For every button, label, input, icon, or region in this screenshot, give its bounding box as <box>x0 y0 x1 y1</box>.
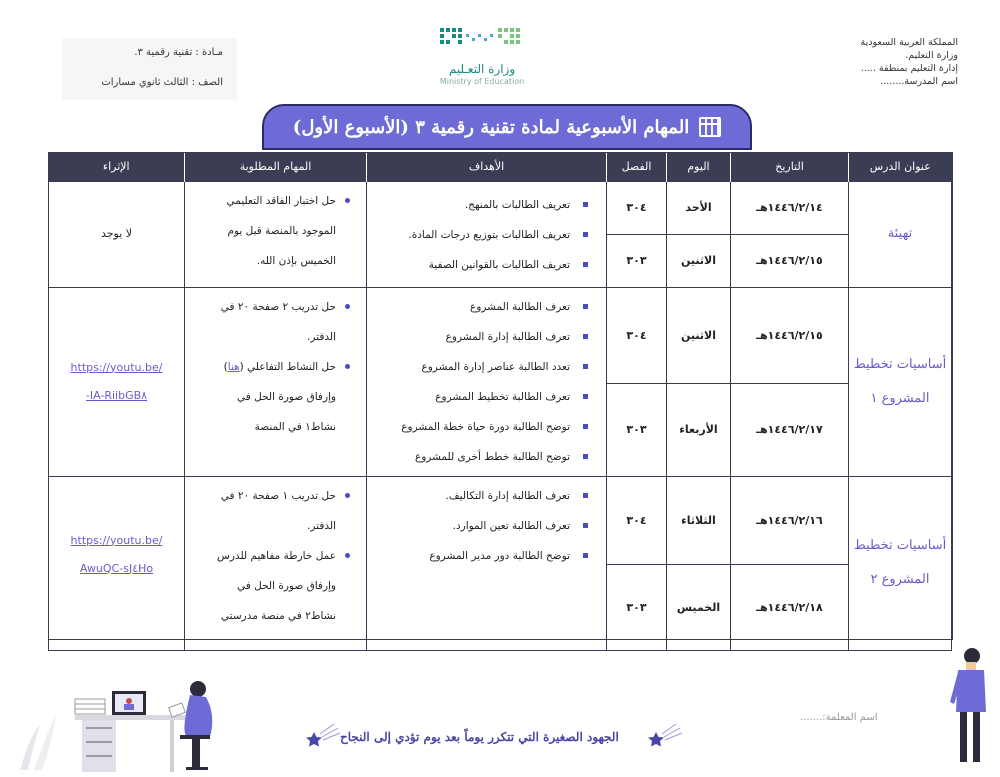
col-header-class: الفصل <box>607 153 667 181</box>
task-item-continued: نشاط١ في المنصة <box>254 420 336 433</box>
goal-item: توضح الطالبة دور مدير المشروع <box>373 541 596 571</box>
header-line-region: إدارة التعليم بمنطقة ..... <box>860 63 958 74</box>
table-row <box>49 181 952 234</box>
goal-item: توضح الطالبة خطط أخرى للمشروع <box>373 442 596 472</box>
goal-item: تعدد الطالبة عناصر إدارة المشروع <box>373 352 596 382</box>
task-item-continued: وإرفاق صورة الحل في <box>237 390 336 403</box>
goal-item: تعريف الطالبات بالقوانين الصفية <box>373 250 596 280</box>
date-cell: ١٤٤٦/٢/١٨هـ <box>731 564 849 650</box>
task-text: حل النشاط التفاعلي ( <box>239 360 336 373</box>
title-banner <box>262 104 752 150</box>
goals-cell <box>367 287 607 476</box>
logo-arabic-text: وزارة التعـليم <box>448 62 516 76</box>
task-item-continued: الدفتر. <box>307 519 336 532</box>
header-institution-block <box>808 36 958 88</box>
day-cell: الاثنين <box>667 234 731 287</box>
task-item-continued: نشاط٢ في منصة مدرستي <box>220 609 336 622</box>
task-item: حل تدريب ١ صفحة ٢٠ في <box>191 481 356 511</box>
class-cell: ٣٠٤ <box>607 476 667 564</box>
table-row <box>49 476 952 564</box>
table-row <box>49 287 952 384</box>
class-cell: ٣٠٣ <box>607 234 667 287</box>
weekly-tasks-table <box>48 152 953 640</box>
task-item-continued: الخميس بإذن الله. <box>256 254 336 267</box>
ministry-logo <box>412 24 552 96</box>
date-cell: ١٤٤٦/٢/١٥هـ <box>731 287 849 384</box>
header-line-country: المملكة العربية السعودية <box>860 37 958 48</box>
goal-item: تعرف الطالبة تعين الموارد. <box>373 511 596 541</box>
enrichment-cell <box>49 287 185 476</box>
star-icon <box>646 722 686 748</box>
enrichment-cell <box>49 476 185 650</box>
lesson-title: أساسيات تخطيط المشروع ١ <box>849 287 952 476</box>
date-cell: ١٤٤٦/٢/١٤هـ <box>731 181 849 234</box>
task-item-continued: وإرفاق صورة الحل في <box>237 579 336 592</box>
goals-cell <box>367 476 607 650</box>
col-header-lesson: عنوان الدرس <box>849 153 952 181</box>
goal-item: تعرف الطالبة إدارة التكاليف. <box>373 481 596 511</box>
teacher-name-field: اسم المعلمة:....... <box>800 712 878 723</box>
tasks-cell <box>185 476 367 650</box>
desk-illustration <box>20 675 230 775</box>
page-title: المهام الأسبوعية لمادة تقنية رقمية ٣ (الأسبوع الأول) <box>292 116 690 138</box>
task-item: حل تدريب ٢ صفحة ٢٠ في <box>191 292 356 322</box>
date-cell: ١٤٤٦/٢/١٥هـ <box>731 234 849 287</box>
col-header-tasks: المهام المطلوبة <box>185 153 367 181</box>
goal-item: توضح الطالبة دورة حياة خطة المشروع <box>373 412 596 442</box>
enrichment-link-continued[interactable]: -IA-RiibGB٨ <box>85 388 148 402</box>
calendar-icon <box>699 117 721 137</box>
class-cell: ٣٠٣ <box>607 384 667 476</box>
task-item <box>191 352 356 382</box>
col-header-enrichment: الإثراء <box>49 153 185 181</box>
logo-dots-icon <box>436 24 528 52</box>
lesson-title: أساسيات تخطيط المشروع ٢ <box>849 476 952 650</box>
date-cell: ١٤٤٦/٢/١٦هـ <box>731 476 849 564</box>
person-illustration <box>940 642 990 767</box>
class-cell: ٣٠٤ <box>607 181 667 234</box>
day-cell: الثلاثاء <box>667 476 731 564</box>
tasks-cell <box>185 181 367 287</box>
col-header-date: التاريخ <box>731 153 849 181</box>
goal-item: تعريف الطالبات بتوزيع درجات المادة. <box>373 220 596 250</box>
goal-item: تعريف الطالبات بالمنهج. <box>373 190 596 220</box>
task-text: ) <box>223 360 228 373</box>
subject-label: مـادة : تقنية رقمية ٣. <box>134 47 223 58</box>
date-cell: ١٤٤٦/٢/١٧هـ <box>731 384 849 476</box>
task-item-continued: الدفتر. <box>307 330 336 343</box>
table-header-row <box>49 153 952 181</box>
col-header-day: اليوم <box>667 153 731 181</box>
day-cell: الاثنين <box>667 287 731 384</box>
day-cell: الأربعاء <box>667 384 731 476</box>
header-line-school: اسم المدرسة........ <box>880 76 958 87</box>
col-header-goals: الأهداف <box>367 153 607 181</box>
goal-item: تعرف الطالبة إدارة المشروع <box>373 322 596 352</box>
grade-label: الصف : الثالث ثانوي مسارات <box>101 77 223 88</box>
header-line-ministry: وزارة التعليم. <box>905 50 958 61</box>
goal-item: تعرف الطالبة تخطيط المشروع <box>373 382 596 412</box>
lesson-title: تهيئة <box>849 181 952 287</box>
class-cell: ٣٠٣ <box>607 564 667 650</box>
interactive-activity-link[interactable]: هنا <box>227 360 240 373</box>
tasks-cell <box>185 287 367 476</box>
day-cell: الأحد <box>667 181 731 234</box>
task-item: عمل خارطة مفاهيم للدرس <box>191 541 356 571</box>
goal-item: تعرف الطالبة المشروع <box>373 292 596 322</box>
enrichment-link[interactable]: https://youtu.be/ <box>70 533 163 547</box>
enrichment-cell: لا يوجد <box>49 181 185 287</box>
motto-text: الجهود الصغيرة التي تتكرر يوماً بعد يوم تؤدي إلى النجاح <box>340 730 619 744</box>
enrichment-link[interactable]: https://youtu.be/ <box>70 360 163 374</box>
logo-english-text: Ministry of Education <box>439 77 525 86</box>
task-item: حل اختبار الفاقد التعليمي <box>191 186 356 216</box>
enrichment-link-continued[interactable]: AwuQC-sJ٤Ho <box>79 561 154 575</box>
day-cell: الخميس <box>667 564 731 650</box>
goals-cell <box>367 181 607 287</box>
class-cell: ٣٠٤ <box>607 287 667 384</box>
header-subject-block <box>62 38 237 100</box>
star-icon <box>304 722 344 748</box>
task-item-continued: الموجود بالمنصة قبل يوم <box>227 224 336 237</box>
